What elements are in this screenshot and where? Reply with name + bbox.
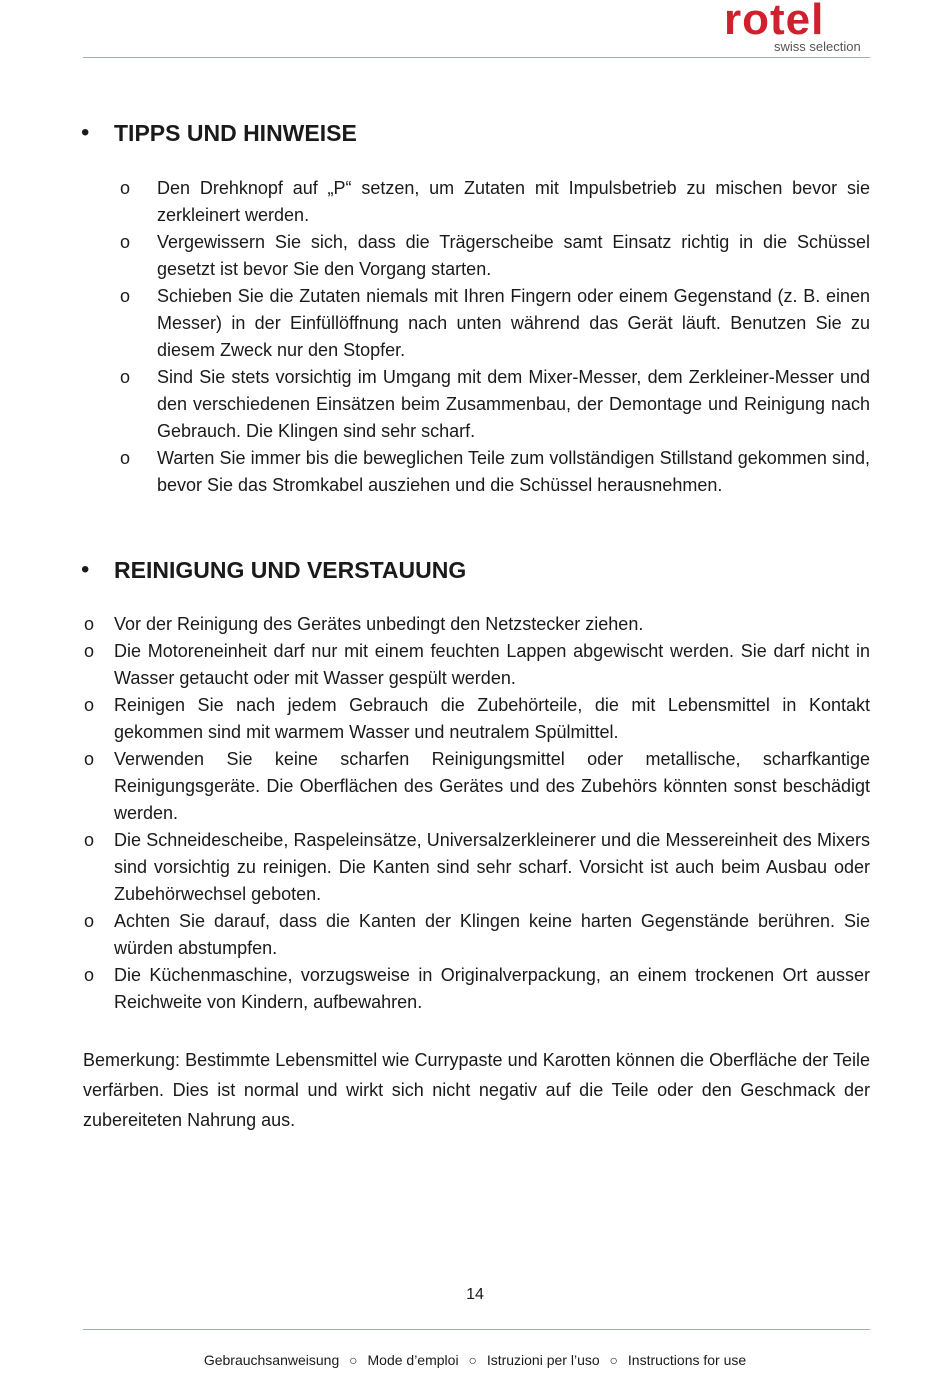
list-item: Die Küchenmaschine, vorzugsweise in Originalverpackung, an einem trockenen Ort ausser Reichweite von Kindern, aufbewahren. <box>114 965 870 1012</box>
logo-wordmark: rotel <box>724 0 825 44</box>
footer-languages <box>0 1349 950 1371</box>
list-marker: o <box>84 641 95 661</box>
section-bullet-icon: • <box>81 556 90 583</box>
list-marker: o <box>84 614 95 634</box>
list-item: Sind Sie stets vorsichtig im Umgang mit dem Mixer-Messer, dem Zerkleiner-Messer und den verschiedenen Einsätzen beim Zusammenbau, der Demontage und Reinigung nach Gebrauch. Die Klingen sind sehr scharf. <box>157 367 870 441</box>
list-marker: o <box>84 830 95 850</box>
footer-separator-icon: ○ <box>609 1352 618 1368</box>
footer-item-italian: Istruzioni per l’uso <box>486 1352 600 1368</box>
list-marker: o <box>120 178 131 198</box>
page-number: 14 <box>466 1286 484 1303</box>
list-item: Warten Sie immer bis die beweglichen Teile zum vollständigen Stillstand gekommen sind, bevor Sie das Stromkabel ausziehen und die Schüssel herausnehmen. <box>157 448 870 495</box>
rotel-logo <box>722 0 872 58</box>
list-item: Vergewissern Sie sich, dass die Trägerscheibe samt Einsatz richtig in die Schüssel gesetzt ist bevor Sie den Vorgang starten. <box>157 232 870 279</box>
list-marker: o <box>120 286 131 306</box>
section-heading-cleaning: REINIGUNG UND VERSTAUUNG <box>114 557 467 583</box>
list-item: Die Schneidescheibe, Raspeleinsätze, Universalzerkleinerer und die Messereinheit des Mixers sind vorsichtig zu reinigen. Die Kanten sind sehr scharf. Vorsicht ist auch beim Ausbau oder Zubehörwechsel geboten. <box>114 830 870 904</box>
section-bullet-icon: • <box>81 119 90 146</box>
list-marker: o <box>84 965 95 985</box>
footer-separator-icon: ○ <box>468 1352 477 1368</box>
list-item: Den Drehknopf auf „P“ setzen, um Zutaten mit Impulsbetrieb zu mischen bevor sie zerkleinert werden. <box>157 178 870 225</box>
header-divider <box>83 57 870 58</box>
section-heading-tips: TIPPS UND HINWEISE <box>114 120 357 146</box>
list-item: Die Motoreneinheit darf nur mit einem feuchten Lappen abgewischt werden. Sie darf nicht in Wasser getaucht oder mit Wasser gespült werden. <box>114 641 870 688</box>
logo-tagline: swiss selection <box>774 39 861 54</box>
list-marker: o <box>84 911 95 931</box>
list-marker: o <box>84 749 95 769</box>
list-item: Achten Sie darauf, dass die Kanten der Klingen keine harten Gegenstände berühren. Sie würden abstumpfen. <box>114 911 870 958</box>
footer-divider <box>83 1329 870 1330</box>
list-item: Verwenden Sie keine scharfen Reinigungsmittel oder metallische, scharfkantige Reinigungsgeräte. Die Oberflächen des Gerätes und des Zubehörs könnten sonst beschädigt werden. <box>114 749 870 823</box>
footer-item-german: Gebrauchsanweisung <box>203 1352 340 1368</box>
list-marker: o <box>120 448 131 468</box>
remark-paragraph: Bemerkung: Bestimmte Lebensmittel wie Currypaste und Karotten können die Oberfläche der Teile verfärben. Dies ist normal und wirkt sich nicht negativ auf die Teile oder den Geschmack der zubereiteten Nahrung aus. <box>83 1050 870 1130</box>
footer-item-english: Instructions for use <box>627 1352 747 1368</box>
list-item: Vor der Reinigung des Gerätes unbedingt den Netzstecker ziehen. <box>114 614 644 634</box>
footer-item-french: Mode d’emploi <box>367 1352 459 1368</box>
list-marker: o <box>120 232 131 252</box>
footer-separator-icon: ○ <box>349 1352 358 1368</box>
list-marker: o <box>120 367 131 387</box>
list-item: Schieben Sie die Zutaten niemals mit Ihren Fingern oder einem Gegenstand (z. B. einen Messer) in der Einfüllöffnung nach unten während das Gerät läuft. Benutzen Sie zu diesem Zweck nur den Stopfer. <box>157 286 870 360</box>
list-marker: o <box>84 695 95 715</box>
list-item: Reinigen Sie nach jedem Gebrauch die Zubehörteile, die mit Lebensmittel in Kontakt gekommen sind mit warmem Wasser und neutralem Spülmittel. <box>114 695 870 742</box>
